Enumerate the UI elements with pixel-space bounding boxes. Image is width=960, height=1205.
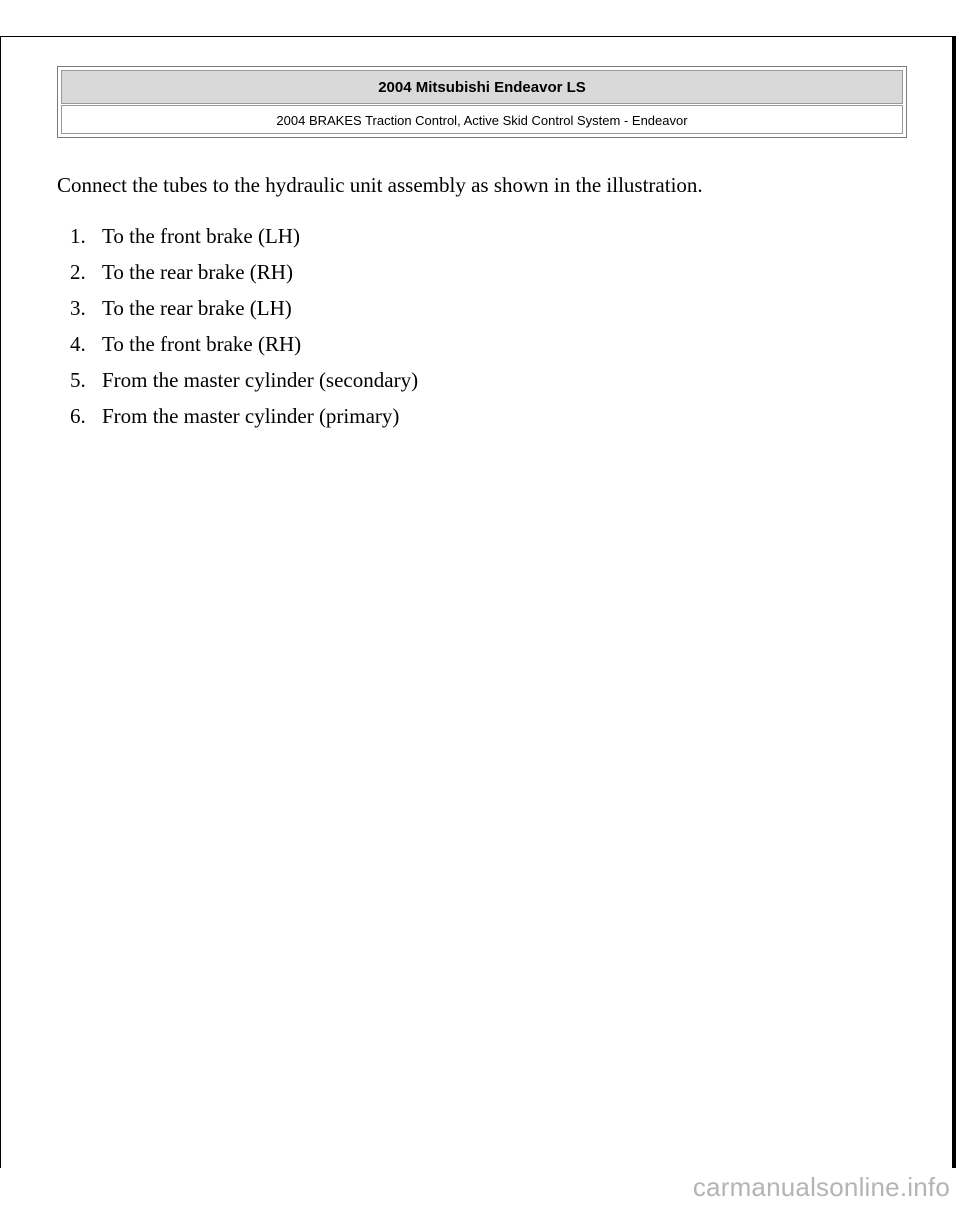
- step-number: 4.: [70, 332, 86, 356]
- step-text: To the rear brake (RH): [102, 260, 293, 284]
- step-number: 2.: [70, 260, 86, 284]
- step-number: 3.: [70, 296, 86, 320]
- step-number: 1.: [70, 224, 86, 248]
- list-item: [70, 294, 418, 330]
- site-watermark: carmanualsonline.info: [692, 1172, 950, 1202]
- step-text: To the rear brake (LH): [102, 296, 292, 320]
- step-text: From the master cylinder (secondary): [102, 368, 419, 392]
- step-number: 6.: [70, 404, 86, 428]
- page-right-border: [952, 36, 956, 1168]
- vehicle-title: 2004 Mitsubishi Endeavor LS: [61, 70, 903, 104]
- list-item: [70, 402, 418, 438]
- step-text: To the front brake (LH): [102, 224, 300, 248]
- page-frame: [0, 36, 952, 1168]
- step-text: To the front brake (RH): [102, 332, 302, 356]
- step-list: [70, 222, 418, 438]
- intro-paragraph: Connect the tubes to the hydraulic unit assembly as shown in the illustration.: [57, 173, 703, 197]
- step-text: From the master cylinder (primary): [102, 404, 400, 428]
- list-item: [70, 222, 418, 258]
- list-item: [70, 366, 418, 402]
- list-item: [70, 330, 418, 366]
- step-number: 5.: [70, 368, 86, 392]
- section-subtitle: 2004 BRAKES Traction Control, Active Skid Control System - Endeavor: [61, 105, 903, 134]
- document-header: [57, 66, 907, 138]
- list-item: [70, 258, 418, 294]
